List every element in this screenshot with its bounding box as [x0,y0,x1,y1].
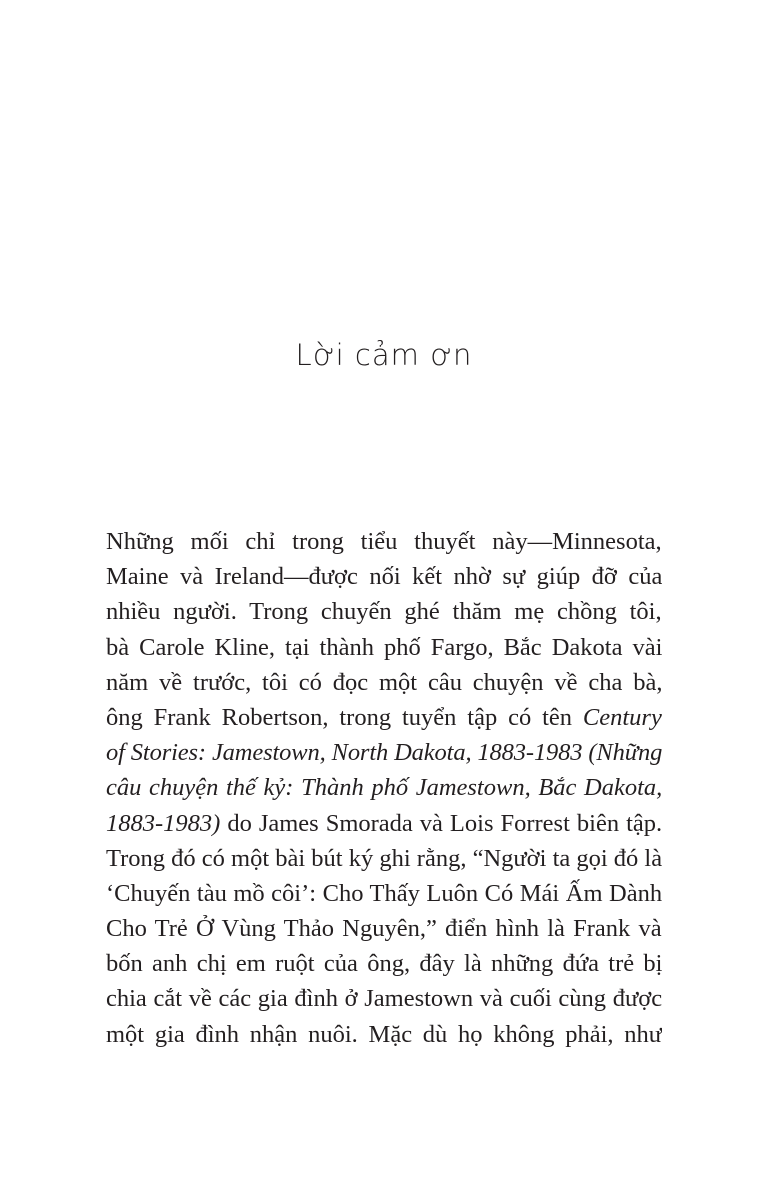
italic-text: Century [582,703,662,731]
text-line [106,630,662,665]
text-segment: bà Carole Kline, tại thành phố Fargo, Bắc Dakota vài [106,633,662,661]
text-segment: Trong đó có một bài bút ký ghi rằng, “Người ta gọi đó là [106,844,662,872]
page-title: Lời cảm ơn [295,338,473,372]
text-line [106,806,662,841]
italic-text: of Stories: Jamestown, North Dakota, 1883-1983 (Những [106,739,662,767]
text-segment: ông Frank Robertson, trong tuyển tập có tên [106,703,583,731]
text-segment: nhiều người. Trong chuyến ghé thăm mẹ chồng tôi, [106,598,662,626]
italic-text: 1883-1983) [106,809,221,837]
text-segment: bốn anh chị em ruột của ông, đây là những đứa trẻ bị [106,950,662,978]
text-line [106,770,662,805]
text-line [106,841,662,876]
text-line [106,1017,662,1052]
text-segment: Cho Trẻ Ở Vùng Thảo Nguyên,” điển hình là Frank và [106,915,662,943]
text-line [106,876,662,911]
text-segment: chia cắt về các gia đình ở Jamestown và cuối cùng được [106,985,662,1013]
italic-text: câu chuyện thế kỷ: Thành phố Jamestown, Bắc Dakota, [106,774,662,802]
text-line [106,981,662,1016]
text-line [106,700,662,735]
text-segment: năm về trước, tôi có đọc một câu chuyện về cha bà, [106,668,662,696]
text-segment: ‘Chuyến tàu mồ côi’: Cho Thấy Luôn Có Mái Ấm Dành [106,879,662,907]
text-line [106,911,662,946]
text-line [106,524,662,559]
text-segment: Maine và Ireland—được nối kết nhờ sự giúp đỡ của [106,563,662,591]
text-segment: Những mối chỉ trong tiểu thuyết này—Minnesota, [106,528,662,555]
text-segment: do James Smorada và Lois Forrest biên tập. [220,809,662,837]
text-line [106,594,662,629]
text-line [106,735,662,770]
text-segment: một gia đình nhận nuôi. Mặc dù họ không phải, như [106,1020,662,1048]
text-line [106,559,662,594]
body-paragraph [106,524,662,1052]
text-line [106,665,662,700]
text-line [106,946,662,981]
